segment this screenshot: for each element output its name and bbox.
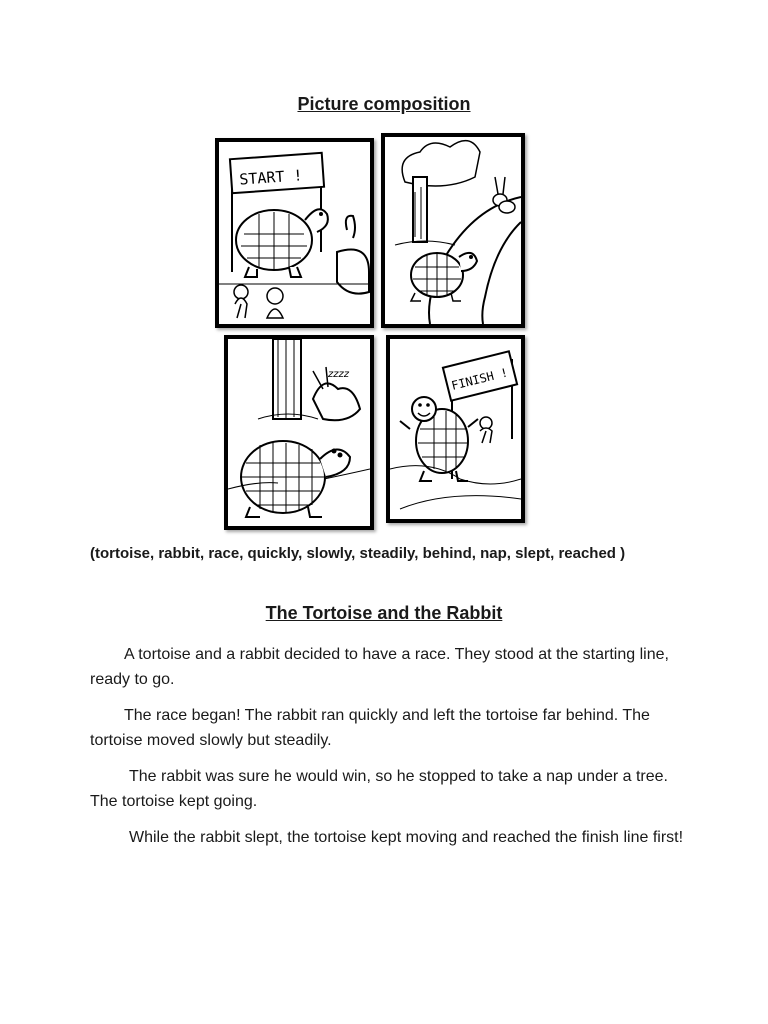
story-paragraph-4 xyxy=(90,825,690,850)
comic-panel-finish xyxy=(386,335,525,523)
story-paragraph-1 xyxy=(90,642,690,692)
comic-panel-race xyxy=(381,133,525,328)
word-bank: (tortoise, rabbit, race, quickly, slowly, steadily, behind, nap, slept, reached ) xyxy=(90,545,626,562)
comic-panel-nap xyxy=(224,335,374,530)
story-paragraph-3 xyxy=(90,764,690,814)
finish-sign-text: FINISH ! xyxy=(449,365,510,393)
start-illustration xyxy=(219,142,370,324)
finish-illustration xyxy=(390,339,521,519)
start-sign-text: START ! xyxy=(238,166,304,189)
nap-illustration xyxy=(228,339,370,526)
comic-panel-start xyxy=(215,138,374,328)
paragraph-text: The rabbit was sure he would win, so he stopped to take a nap under a tree. The tortoise kept going. xyxy=(90,768,668,810)
paragraph-text: A tortoise and a rabbit decided to have a race. They stood at the starting line, ready to go. xyxy=(90,646,669,688)
race-illustration xyxy=(385,137,521,324)
sleep-text: zzzz xyxy=(328,369,349,380)
page-title: Picture composition xyxy=(297,94,471,114)
story-paragraph-2 xyxy=(90,703,690,753)
paragraph-text: While the rabbit slept, the tortoise kept moving and reached the finish line first! xyxy=(129,829,684,846)
paragraph-text: The race began! The rabbit ran quickly and left the tortoise far behind. The tortoise moved slowly but steadily. xyxy=(90,707,650,749)
story-title: The Tortoise and the Rabbit xyxy=(265,603,503,623)
